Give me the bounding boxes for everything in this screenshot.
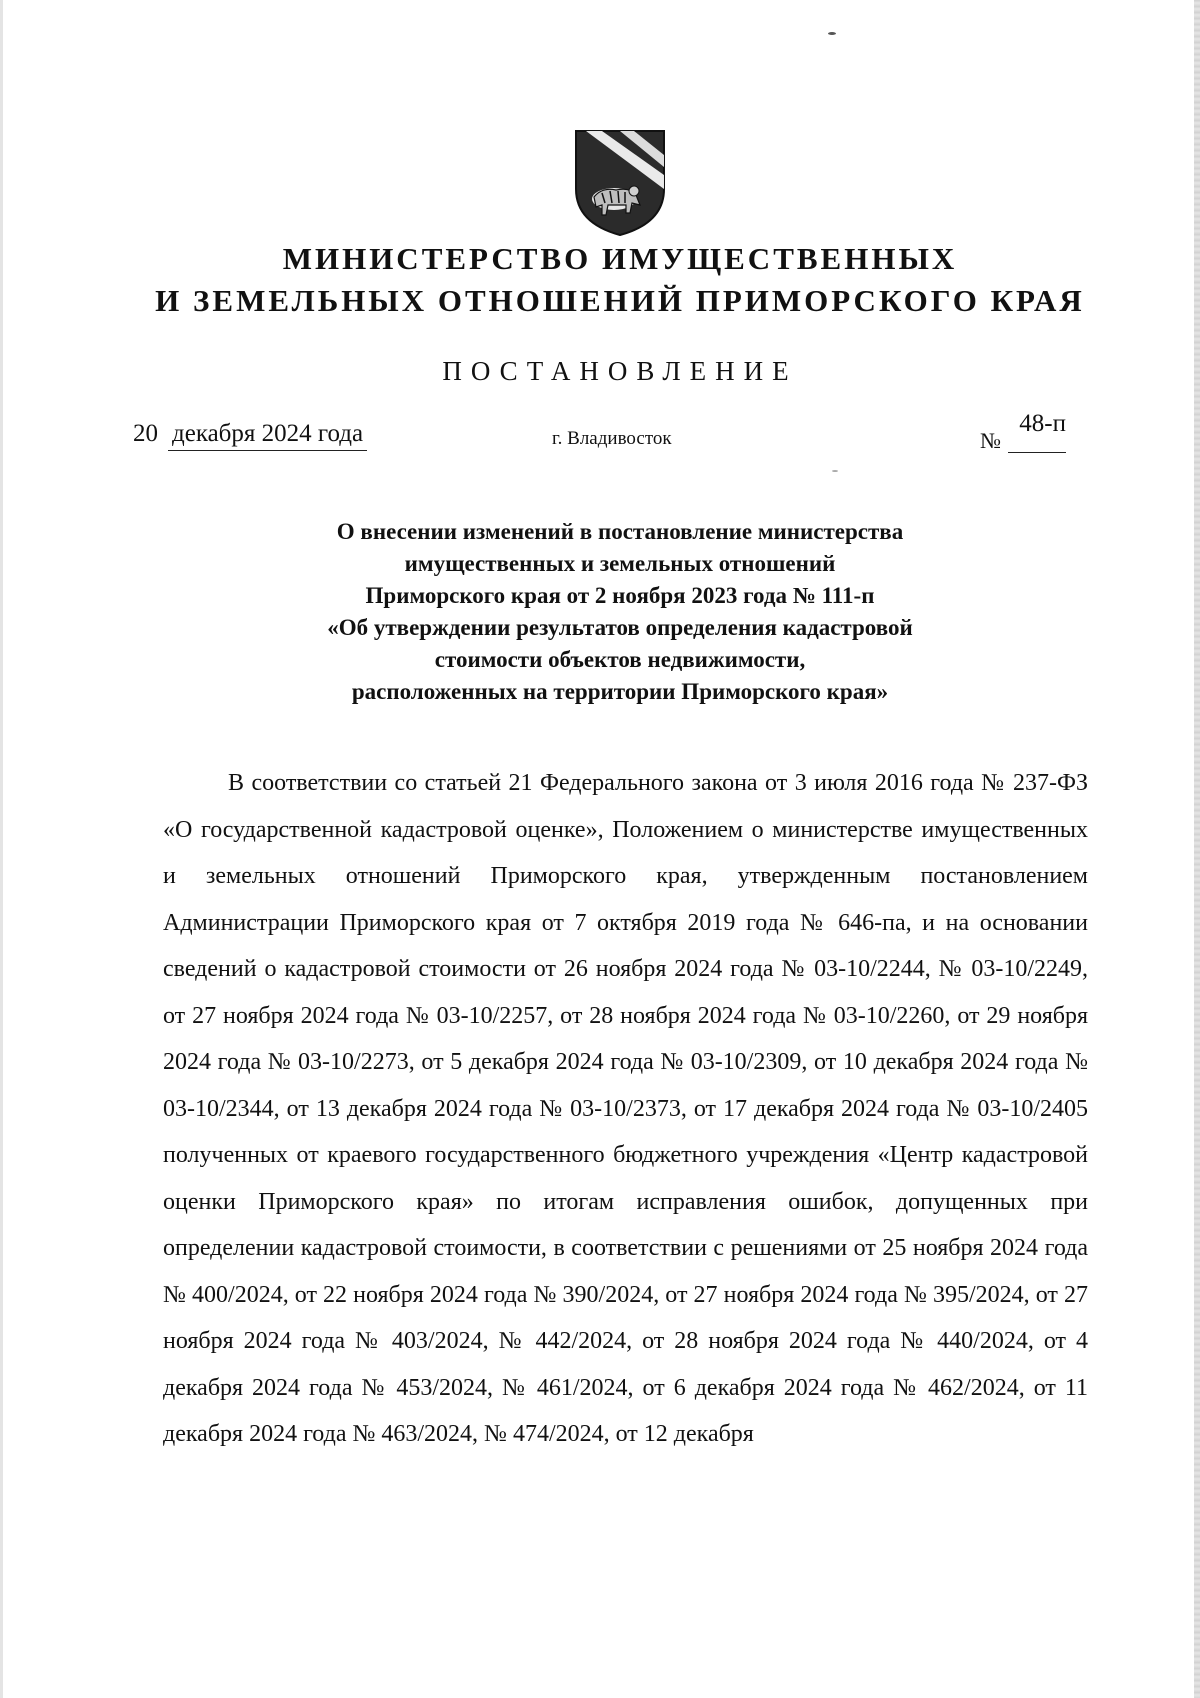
document-city: г. Владивосток	[552, 428, 672, 449]
scan-speck	[832, 470, 838, 472]
subject-line: расположенных на территории Приморского края»	[351, 679, 889, 704]
number-value: 48-п	[1008, 410, 1066, 453]
primorsky-krai-coat-of-arms-icon	[572, 127, 668, 239]
subject-line: стоимости объектов недвижимости,	[434, 647, 806, 672]
subject-line: Приморского края от 2 ноября 2023 года № 111-п	[365, 583, 875, 608]
subject-line: «Об утверждении результатов определения кадастровой	[327, 615, 913, 640]
number-label: №	[980, 428, 1001, 453]
scan-speck	[828, 32, 836, 35]
document-type: ПОСТАНОВЛЕНИЕ	[442, 356, 798, 386]
document-number	[980, 410, 1090, 460]
ministry-title-line1: МИНИСТЕРСТВО ИМУЩЕСТВЕННЫХ	[282, 241, 958, 276]
subject-line: имущественных и земельных отношений	[404, 551, 836, 576]
body-paragraph: В соответствии со статьей 21 Федерального закона от 3 июля 2016 года № 237-ФЗ «О государственной кадастровой оценке», Положением о министерстве имущественных и земельных отношений Приморского края, утвержденным постановлением Администрации Приморского края от 7 октября 2019 года № 646-па, и на основании сведений о кадастровой стоимости от 26 ноября 2024 года № 03-10/2244, № 03-10/2249, от 27 ноября 2024 года № 03-10/2257, от 28 ноября 2024 года № 03-10/2260, от 29 ноября 2024 года № 03-10/2273, от 5 декабря 2024 года № 03-10/2309, от 10 декабря 2024 года № 03-10/2344, от 13 декабря 2024 года № 03-10/2373, от 17 декабря 2024 года № 03-10/2405 полученных от краевого государственного бюджетного учреждения «Центр кадастровой оценки Приморского края» по итогам исправления ошибок, допущенных при определении кадастровой стоимости, в соответствии с решениями от 25 ноября 2024 года № 400/2024, от 22 ноября 2024 года № 390/2024, от 27 ноября 2024 года № 395/2024, от 27 ноября 2024 года № 403/2024, № 442/2024, от 28 ноября 2024 года № 440/2024, от 4 декабря 2024 года № 453/2024, № 461/2024, от 6 декабря 2024 года № 462/2024, от 11 декабря 2024 года № 463/2024, № 474/2024, от 12 декабря	[163, 770, 1088, 1447]
date-day: 20	[133, 420, 158, 447]
document-subject	[0, 516, 1200, 708]
ministry-title-line2: И ЗЕМЕЛЬНЫХ ОТНОШЕНИЙ ПРИМОРСКОГО КРАЯ	[155, 283, 1085, 318]
subject-line: О внесении изменений в постановление министерства	[336, 519, 904, 544]
document-date	[133, 420, 367, 451]
date-month-year: декабря 2024 года	[168, 420, 367, 451]
